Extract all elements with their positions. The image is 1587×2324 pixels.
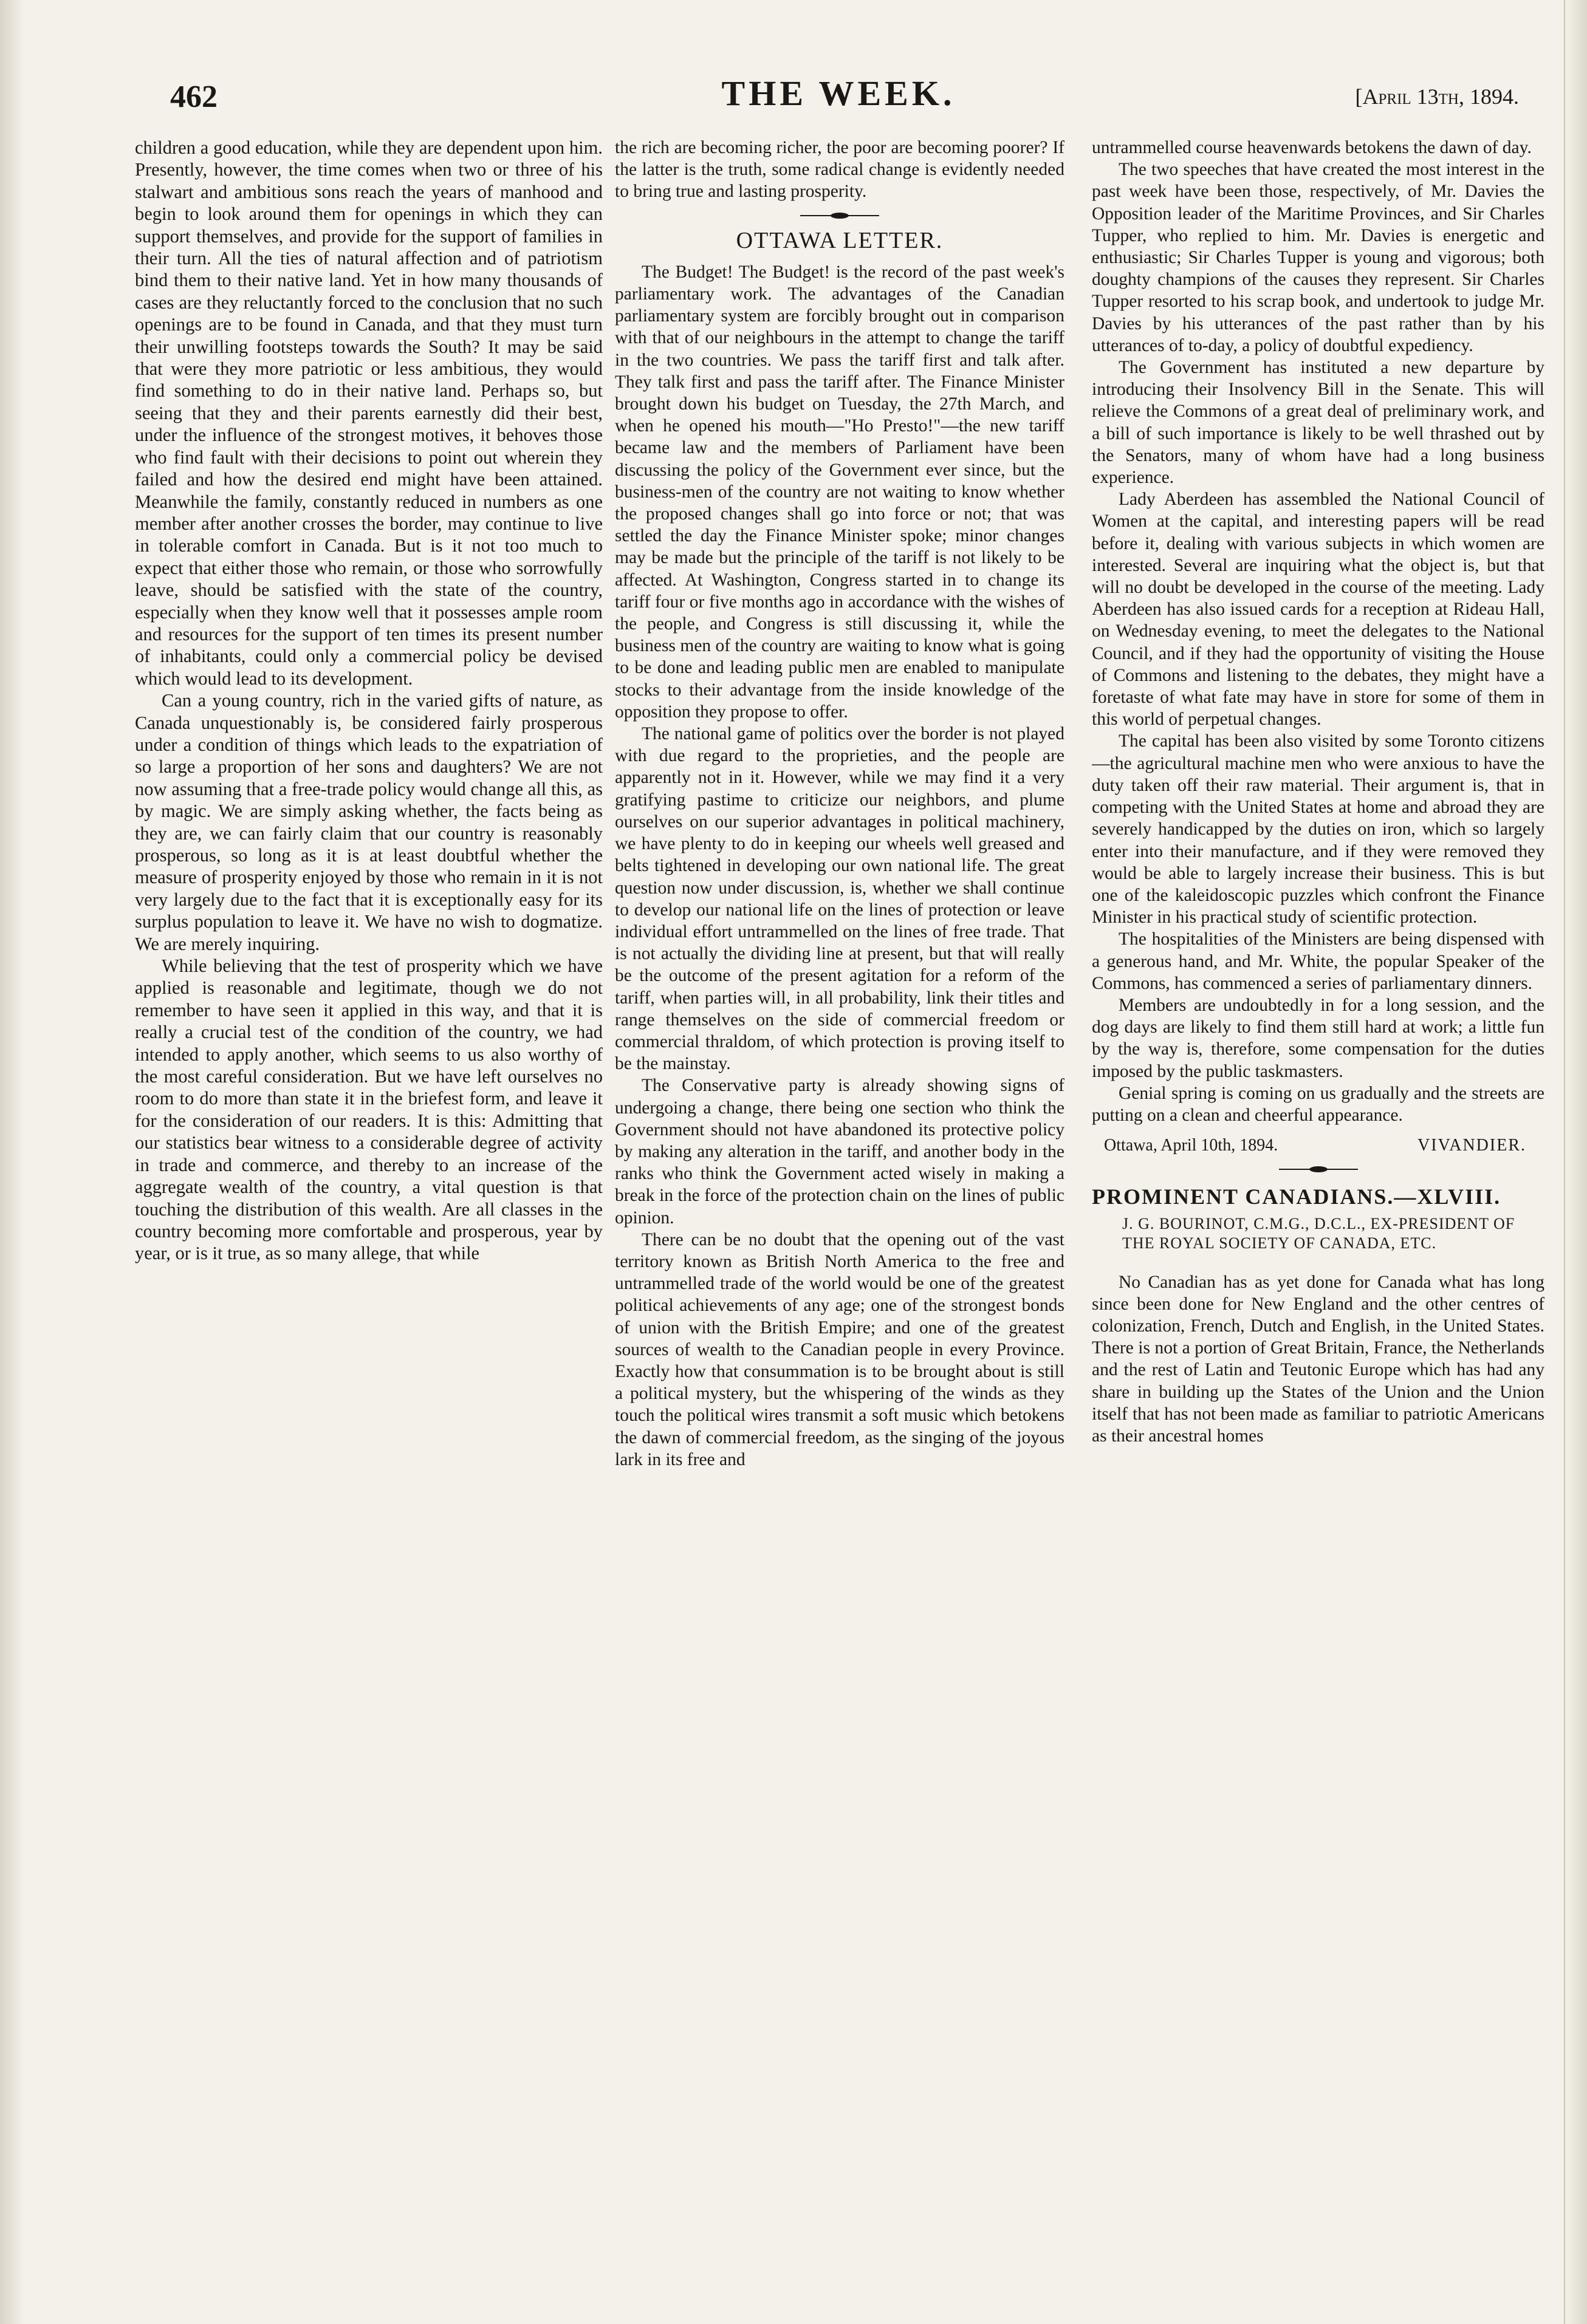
paragraph: Can a young country, rich in the varied gifts of nature, as Canada unquestionably is, be considered fairly prosperous under a condition of things which leads to the expatriation of so large a proportion of her sons and daughters? We are not now assuming that a free-trade policy would change all this, as by magic. We are simply asking whether, the facts being as they are, we can fairly claim that our country is reasonably prosperous, so long as it is at least doubtful whether the measure of prosperity enjoyed by those who remain in it is not very largely due to the fact that it is exceptionally easy for its surplus population to leave it. We have no wish to dogmatize. We are merely inquiring. [135,690,603,954]
paragraph: Members are undoubtedly in for a long session, and the dog days are likely to find them still hard at work; a little fun by the way is, therefore, some compensation for the duties imposed by the public taskmasters. [1092,995,1544,1081]
section-divider [1279,1169,1358,1170]
section-title-ottawa-letter: OTTAWA LETTER. [736,227,944,253]
paragraph: The Conservative party is already showing signs of undergoing a change, there being one section who think the Government should not have abandoned its protective policy by making any alteration in the tariff, and another body in the ranks who think the Government acted wisely in making a break in the force of the protection chain on the lines of public opinion. [615,1076,1064,1228]
scan-edge-left [0,0,24,2324]
paragraph: The Government has instituted a new departure by introducing their Insolvency Bill in the Senate. This will relieve the Commons of a great deal of preliminary work, and a bill of such importance is likely to be well thrashed out by the Senators, many of whom have had a long business experience. [1092,358,1544,488]
issue-date: [April 13th, 1894. [1355,84,1519,109]
paragraph: The national game of politics over the border is not played with due regard to the proprieties, and the people are apparently not in it. However, while we may find it a very gratifying pastime to criticize our neighbors, and plume ourselves on our superior advantages in political machinery, we have plenty to do in keeping our wheels well greased and belts tightened in developing our own national life. The great question now under discussion, is, whether we shall continue to develop our national life on the lines of protection or leave individual effort untrammelled on the lines of free trade. That is not actually the dividing line at present, but that will really be the outcome of the present agitation for a reform of the tariff, when parties will, in all probability, link their titles and range themselves on the side of commercial freedom or commercial thraldom, of which protection is proving itself to be the mainstay. [615,724,1064,1074]
signoff-author: VIVANDIER. [1417,1136,1526,1155]
paragraph: The two speeches that have created the most interest in the past week have been those, respectively, of Mr. Davies the Opposition leader of the Maritime Provinces, and Sir Charles Tupper, who replied to him. Mr. Davies is energetic and enthusiastic; Sir Charles Tupper is young and vigorous; both doughty champions of the causes they represent. Sir Charles Tupper resorted to his scrap book, and undertook to judge Mr. Davies by his utterances of the past rather than by his utterances of to-day, a policy of doubtful expediency. [1092,160,1544,355]
letter-signoff [1092,1135,1544,1157]
paragraph: Lady Aberdeen has assembled the National Council of Women at the capital, and interesting papers will be read before it, dealing with various subjects in which women are interested. Several are inquiring what the object is, but that will no doubt be developed in the course of the meeting. Lady Aberdeen has also issued cards for a reception at Rideau Hall, on Wednesday evening, to meet the delegates to the National Council, and if they had the opportunity of visiting the House of Commons and listening to the debates, they might have a foretaste of what fate may have in store for some of them in this world of perpetual changes. [1092,490,1544,730]
column-2 [615,137,1064,2299]
paragraph: children a good education, while they are dependent upon him. Presently, however, the time comes when two or three of his stalwart and ambitious sons reach the years of manhood and begin to look around them for openings in which they can support themselves, and provide for the support of families in their turn. All the ties of natural affection and of patriotism bind them to their native land. Yet in how many thousands of cases are they reluctantly forced to the conclusion that no such openings are to be found in Canada, and that they must turn their unwilling footsteps towards the South? It may be said that were they more patriotic or less ambitious, they would find something to do in their native land. Perhaps so, but seeing that they and their parents earnestly did their best, under the influence of the strongest motives, it behoves those who find fault with their decisions to point out wherein they failed and how the desired end might have been attained. Meanwhile the family, constantly reduced in numbers as one member after another crosses the border, may continue to live in tolerable comfort in Canada. But is it not too much to expect that either those who remain, or those who sorrowfully leave, should be satisfied with the state of the country, especially when they know well that it possesses ample room and resources for the support of ten times its present number of inhabitants, could only a commercial policy be devised which would lead to its development. [135,137,603,689]
paragraph: untrammelled course heavenwards betokens the dawn of day. [1092,138,1532,157]
paragraph: Genial spring is coming on us gradually and the streets are putting on a clean and cheerful appearance. [1092,1083,1544,1125]
page-header [134,73,1543,140]
page-number: 462 [170,80,218,114]
paragraph: The capital has been also visited by some Toronto citizens—the agricultural machine men who were anxious to have the duty taken off their raw material. Their argument is, that in competing with the United States at home and abroad they are severely handicapped by the duties on iron, which so largely enter into their manufacture, and if they were removed they would be able to largely increase their business. This is but one of the kaleidoscopic puzzles which confront the Finance Minister in his practical study of scientific protection. [1092,731,1544,928]
section-title-prominent-canadians: PROMINENT CANADIANS.—XLVIII. [1092,1184,1501,1209]
scan-edge-right [1564,0,1587,2324]
paragraph: No Canadian has as yet done for Canada what has long since been done for New England and the other centres of colonization, French, Dutch and English, in the United States. There is not a portion of Great Britain, France, the Netherlands and the rest of Latin and Teutonic Europe which has had any share in building up the States of the Union and the Union itself that has not been made as familiar to patriotic Americans as their ancestral homes [1092,1272,1544,1446]
article-subheading: J. G. BOURINOT, C.M.G., D.C.L., EX-PRESIDENT OF THE ROYAL SOCIETY OF CANADA, ETC. [1122,1214,1515,1252]
paragraph: The Budget! The Budget! is the record of the past week's parliamentary work. The advantages of the Canadian parliamentary system are forcibly brought out in comparison with that of our neighbours in the attempt to change the tariff in the two countries. We pass the tariff first and talk after. They talk first and pass the tariff after. The Finance Minister brought down his budget on Tuesday, the 27th March, and when he opened his mouth—"Ho Presto!"—the new tariff became law and the members of Parliament have been discussing the policy of the Government ever since, but the business-men of the country are not waiting to know whether the proposed changes shall go into force or not; that was settled the day the Finance Minister spoke; minor changes may be made but the principle of the tariff is not likely to be affected. At Washington, Congress started in to change its tariff four or five months ago in accordance with the wishes of the people, and Congress is still discussing it, while the business men of the country are waiting to know what is going to be done and leading public men are enabled to manipulate stocks to their advantage from the inside knowledge of the opposition they propose to offer. [615,262,1064,722]
section-divider [800,215,879,216]
paragraph: There can be no doubt that the opening out of the vast territory known as British North America to the free and untrammelled trade of the world would be one of the greatest political achievements of any age; one of the strongest bonds of union with the British Empire; and one of the greatest sources of wealth to the Canadian people in every Province. Exactly how that consummation is to be brought about is still a political mystery, but the whispering of the winds as they touch the political wires transmit a soft music which betokens the dawn of commercial freedom, as the singing of the joyous lark in its free and [615,1229,1064,1469]
paragraph: The hospitalities of the Ministers are being dispensed with a generous hand, and Mr. White, the popular Speaker of the Commons, has commenced a series of parliamentary dinners. [1092,929,1544,993]
column-3 [1092,137,1544,2299]
signoff-place-date: Ottawa, April 10th, 1894. [1104,1136,1278,1155]
column-1 [135,137,603,2299]
journal-title: THE WEEK. [721,73,956,113]
paragraph: the rich are becoming richer, the poor are becoming poorer? If the latter is the truth, some radical change is evidently needed to bring true and lasting prosperity. [615,138,1064,202]
paragraph: While believing that the test of prosperity which we have applied is reasonable and legitimate, though we do not remember to have seen it applied in this way, and that it is really a crucial test of the condition of the country, we had intended to apply another, which seems to us also worthy of the most careful consideration. But we have left ourselves no room to do more than state it in the briefest form, and leave it for the consideration of our readers. It is this: Admitting that our statistics bear witness to a considerable degree of activity in trade and commerce, and thereby to an increase of the aggregate wealth of the country, a vital question is that touching the distribution of this wealth. Are all classes in the country becoming more comfortable and prosperous, year by year, or is it true, as so many allege, that while [135,955,603,1264]
